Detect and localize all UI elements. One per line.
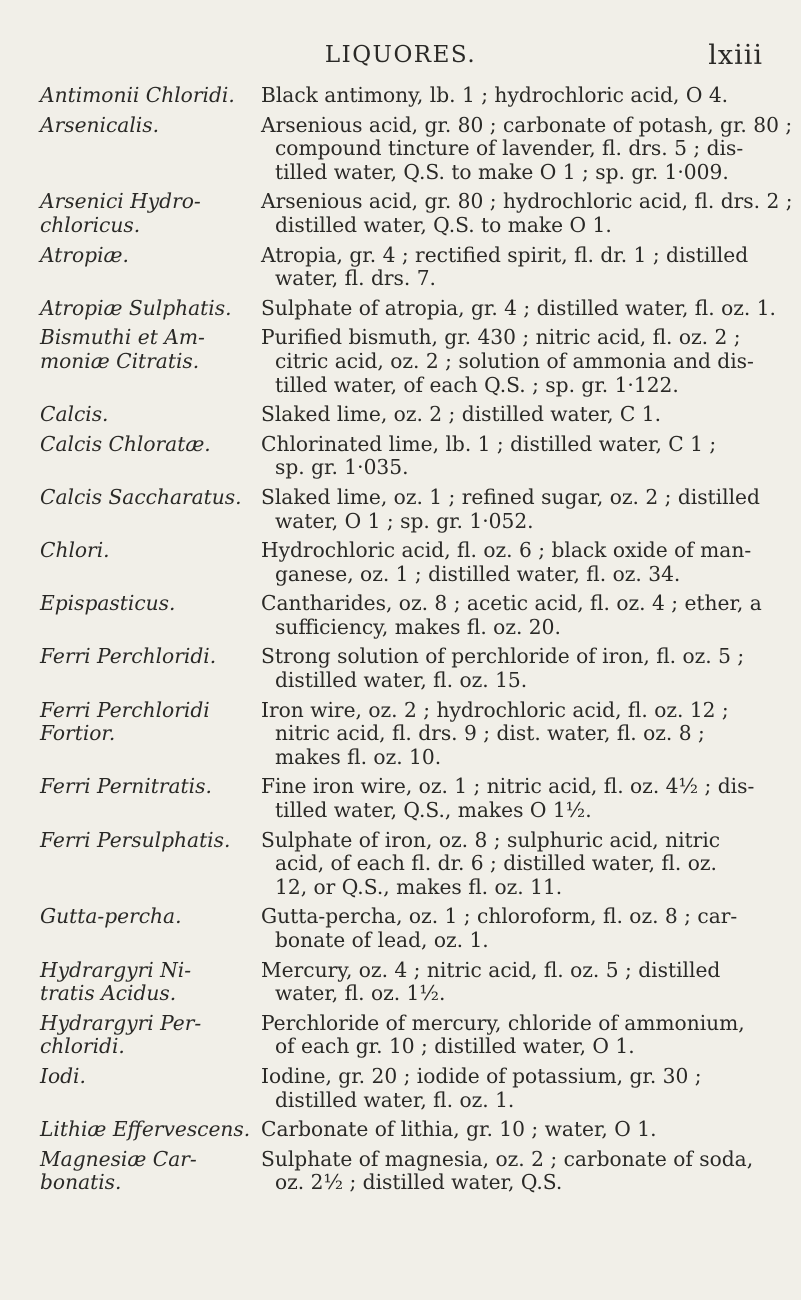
entry-description-line: Slaked lime, oz. 2 ; distilled water, C 1. <box>261 402 662 427</box>
formula-entry <box>40 112 793 185</box>
entry-term-line: Calcis Saccharatus. <box>40 484 242 509</box>
entry-term <box>40 433 261 480</box>
entry-term <box>40 114 261 185</box>
entry-term-line: Hydrargyri Per- <box>40 1010 202 1035</box>
entry-description <box>261 114 792 185</box>
entry-description-line: Atropia, gr. 4 ; rectified spirit, fl. dr. 1 ; distilled <box>261 242 749 267</box>
entry-description-line: bonate of lead, oz. 1. <box>275 928 489 952</box>
formula-entry <box>40 403 770 427</box>
entry-description-line: distilled water, fl. oz. 15. <box>275 668 528 693</box>
entry-description-line: Sulphate of iron, oz. 8 ; sulphuric acid, nitric <box>261 827 721 852</box>
entry-description-line: Perchloride of mercury, chloride of ammonium, <box>261 1010 745 1035</box>
entry-term-line: Ferri Perchloridi. <box>40 644 217 669</box>
entry-term-line: Arsenicalis. <box>40 112 160 137</box>
entry-description-line: Carbonate of lithia, gr. 10 ; water, O 1. <box>261 1117 657 1142</box>
entry-description <box>261 297 776 321</box>
entry-term-line: tratis Acidus. <box>40 981 177 1006</box>
entry-description <box>261 592 770 639</box>
entry-term <box>40 403 261 427</box>
entry-description-line: water, fl. oz. 1½. <box>275 981 446 1006</box>
entry-term-line: Hydrargyri Ni- <box>40 957 192 982</box>
formula-entry <box>40 829 770 900</box>
entry-term-line: Arsenici Hydro- <box>40 189 201 214</box>
formula-entry <box>40 775 770 822</box>
entry-description <box>261 699 770 770</box>
entry-term <box>40 645 261 692</box>
entry-description-line: of each gr. 10 ; distilled water, O 1. <box>275 1034 635 1059</box>
entry-term-line: Ferri Pernitratis. <box>40 774 212 799</box>
entry-term <box>40 244 261 291</box>
entry-term-line: Chlori. <box>40 538 110 563</box>
entry-description-line: citric acid, oz. 2 ; solution of ammonia and dis- <box>275 348 754 373</box>
entry-description-line: Sulphate of magnesia, oz. 2 ; carbonate of soda, <box>261 1146 754 1171</box>
formula-entry <box>40 592 770 639</box>
entry-description-line: Fine iron wire, oz. 1 ; nitric acid, fl. oz. 4½ ; dis- <box>261 774 755 799</box>
formula-entry <box>40 84 770 108</box>
entry-description-line: Slaked lime, oz. 1 ; refined sugar, oz. 2 ; distilled <box>261 484 760 509</box>
running-head: LIQUORES. <box>324 42 477 68</box>
entry-term-line: Bismuthi et Am- <box>40 325 205 350</box>
entry-term-line: Atropiæ Sulphatis. <box>40 295 232 320</box>
entry-description-line: Arsenious acid, gr. 80 ; carbonate of potash, gr. 80 ; <box>261 112 793 137</box>
entry-description <box>261 433 770 480</box>
entry-term <box>40 84 261 108</box>
entry-description <box>261 1148 770 1195</box>
entry-description-line: Mercury, oz. 4 ; nitric acid, fl. oz. 5 ; distilled <box>261 957 721 982</box>
entry-term-line: Magnesiæ Car- <box>40 1146 197 1171</box>
formula-entry <box>40 433 770 480</box>
entry-description <box>261 775 770 822</box>
entry-description <box>261 244 770 291</box>
entry-term-line: chloridi. <box>40 1034 125 1059</box>
entry-term-line: Calcis Chloratæ. <box>40 431 211 456</box>
entry-term <box>40 959 261 1006</box>
formula-entry <box>40 244 770 291</box>
entry-description <box>261 1118 770 1142</box>
entry-term <box>40 539 261 586</box>
entry-description-line: tilled water, of each Q.S. ; sp. gr. 1·122. <box>275 372 679 397</box>
entry-term <box>40 1012 261 1059</box>
formula-entry <box>40 905 770 952</box>
entry-term <box>40 592 261 639</box>
formula-entry <box>40 1118 770 1142</box>
entry-description-line: Sulphate of atropia, gr. 4 ; distilled water, fl. oz. 1. <box>261 295 776 320</box>
formula-entry <box>40 699 770 770</box>
entry-term <box>40 1148 261 1195</box>
entry-description-line: Chlorinated lime, lb. 1 ; distilled water, C 1 ; <box>261 431 717 456</box>
page-header <box>0 36 801 76</box>
formula-entry <box>40 1148 770 1195</box>
entry-description-line: distilled water, fl. oz. 1. <box>275 1087 515 1112</box>
entry-term <box>40 1118 261 1142</box>
entry-description-line: sp. gr. 1·035. <box>275 455 409 480</box>
entry-term-line: Lithiæ Effervescens. <box>40 1117 251 1142</box>
entry-term <box>40 326 261 397</box>
entry-term-line: Calcis. <box>40 402 109 427</box>
entry-term <box>40 829 261 900</box>
entry-term <box>40 775 261 822</box>
entry-term-line: bonatis. <box>40 1170 122 1195</box>
entry-term <box>40 905 261 952</box>
entry-spacer <box>40 1195 770 1201</box>
entry-description-line: sufficiency, makes fl. oz. 20. <box>275 614 561 639</box>
entry-description <box>261 403 770 427</box>
entry-term <box>40 190 261 237</box>
entry-term-line: moniæ Citratis. <box>40 348 200 373</box>
entry-description-line: 12, or Q.S., makes fl. oz. 11. <box>275 874 563 899</box>
entry-description <box>261 959 770 1006</box>
entry-description-line: Black antimony, lb. 1 ; hydrochloric acid, O 4. <box>261 83 729 107</box>
entry-description <box>261 84 770 108</box>
entry-description-line: distilled water, Q.S. to make O 1. <box>275 212 612 237</box>
formula-entry <box>40 326 770 397</box>
formula-list <box>40 83 793 1201</box>
entry-description-line: makes fl. oz. 10. <box>275 744 442 769</box>
entry-description <box>261 190 793 237</box>
entry-description-line: Purified bismuth, gr. 430 ; nitric acid, fl. oz. 2 ; <box>261 325 741 350</box>
entry-description-line: Iodine, gr. 20 ; iodide of potassium, gr. 30 ; <box>261 1063 702 1088</box>
entry-description-line: Cantharides, oz. 8 ; acetic acid, fl. oz. 4 ; ether, a <box>261 591 762 616</box>
entry-description-line: Arsenious acid, gr. 80 ; hydrochloric acid, fl. drs. 2 ; <box>261 189 793 214</box>
entry-description-line: compound tincture of lavender, fl. drs. 5 ; dis- <box>275 136 744 161</box>
entry-term-line: Epispasticus. <box>40 591 176 616</box>
entry-description-line: tilled water, Q.S., makes O 1½. <box>275 798 592 823</box>
entry-description <box>261 326 770 397</box>
entry-description-line: acid, of each fl. dr. 6 ; distilled water, fl. oz. <box>275 851 717 876</box>
entry-description <box>261 829 770 900</box>
entry-description <box>261 1012 770 1059</box>
entry-term <box>40 1065 261 1112</box>
entry-description-line: Gutta-percha, oz. 1 ; chloroform, fl. oz. 8 ; car- <box>261 904 738 929</box>
formula-entry <box>40 1012 770 1059</box>
entry-description-line: tilled water, Q.S. to make O 1 ; sp. gr. 1·009. <box>275 159 729 184</box>
entry-term-line: Iodi. <box>40 1063 86 1088</box>
formula-entry <box>40 539 770 586</box>
entry-description-line: water, O 1 ; sp. gr. 1·052. <box>275 508 534 533</box>
entry-description-line: ganese, oz. 1 ; distilled water, fl. oz. 34. <box>275 561 681 586</box>
formula-entry <box>40 486 770 533</box>
entry-term-line: chloricus. <box>40 212 141 237</box>
entry-term-line: Atropiæ. <box>40 242 129 267</box>
entry-description <box>261 905 770 952</box>
entry-description-line: Strong solution of perchloride of iron, fl. oz. 5 ; <box>261 644 745 669</box>
entry-description-line: water, fl. drs. 7. <box>275 266 436 291</box>
formula-entry <box>40 959 770 1006</box>
entry-term-line: Antimonii Chloridi. <box>40 83 235 107</box>
entry-description <box>261 486 770 533</box>
entry-term-line: Gutta-percha. <box>40 904 182 929</box>
entry-description <box>261 645 770 692</box>
formula-entry <box>40 645 770 692</box>
page-number: lxiii <box>708 40 763 71</box>
entry-term <box>40 486 261 533</box>
formula-entry <box>40 295 776 321</box>
entry-term <box>40 699 261 770</box>
entry-description <box>261 1065 770 1112</box>
entry-term-line: Ferri Perchloridi <box>40 697 210 722</box>
entry-description <box>261 539 770 586</box>
entry-description-line: Iron wire, oz. 2 ; hydrochloric acid, fl. oz. 12 ; <box>261 697 729 722</box>
formula-entry <box>40 189 793 237</box>
entry-description-line: nitric acid, fl. drs. 9 ; dist. water, fl. oz. 8 ; <box>275 721 705 746</box>
entry-term-line: Ferri Persulphatis. <box>40 827 231 852</box>
formula-entry <box>40 1065 770 1112</box>
entry-description-line: Hydrochloric acid, fl. oz. 6 ; black oxide of man- <box>261 538 752 563</box>
entry-description-line: oz. 2½ ; distilled water, Q.S. <box>275 1170 563 1195</box>
entry-term-line: Fortior. <box>40 721 116 746</box>
entry-term <box>40 297 261 321</box>
